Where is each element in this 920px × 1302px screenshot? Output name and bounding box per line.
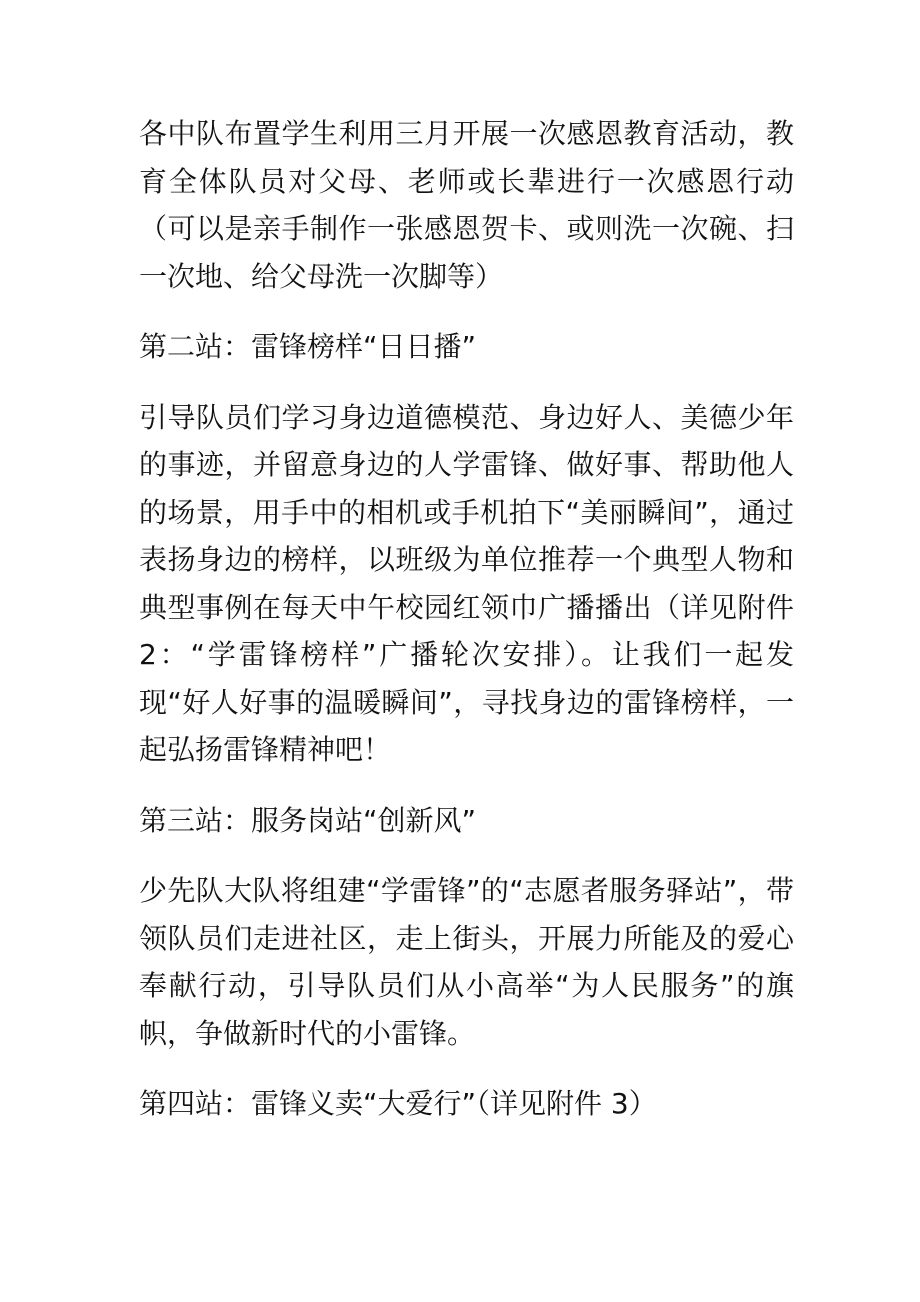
section-heading-station-4: 第四站：雷锋义卖“大爱行”（详见附件 3） [139,1087,657,1120]
section-heading-station-2: 第二站：雷锋榜样“日日播” [139,330,477,363]
paragraph-gratitude-activity: 各中队布置学生利用三月开展一次感恩教育活动，教育全体队员对父母、老师或长辈进行一次感恩行动（可以是亲手制作一张感恩贺卡、或则洗一次碗、扫一次地、给父母洗一次脚等） [139,117,794,293]
section-heading-station-3: 第三站：服务岗站“创新风” [139,803,477,837]
paragraph-volunteer-service: 少先队大队将组建“学雷锋”的“志愿者服务驿站”，带领队员们走进社区，走上街头，开展力所能及的爱心奉献行动，引导队员们从小高举“为人民服务”的旗帜，争做新时代的小雷锋。 [139,874,794,1050]
paragraph-role-models: 引导队员们学习身边道德模范、身边好人、美德少年的事迹，并留意身边的人学雷锋、做好事、帮助他人的场景，用手中的相机或手机拍下“美丽瞬间”，通过表扬身边的榜样，以班级为单位推荐一个典型人物和典型事例在每天中午校园红领巾广播播出（详见附件 2：“学雷锋榜样”广播轮次安排）。让我们一起发现“好人好事的温暖瞬间”，寻找身边的雷锋榜样，一起弘扬雷锋精神吧！ [139,400,794,766]
document-body [139,110,794,1151]
